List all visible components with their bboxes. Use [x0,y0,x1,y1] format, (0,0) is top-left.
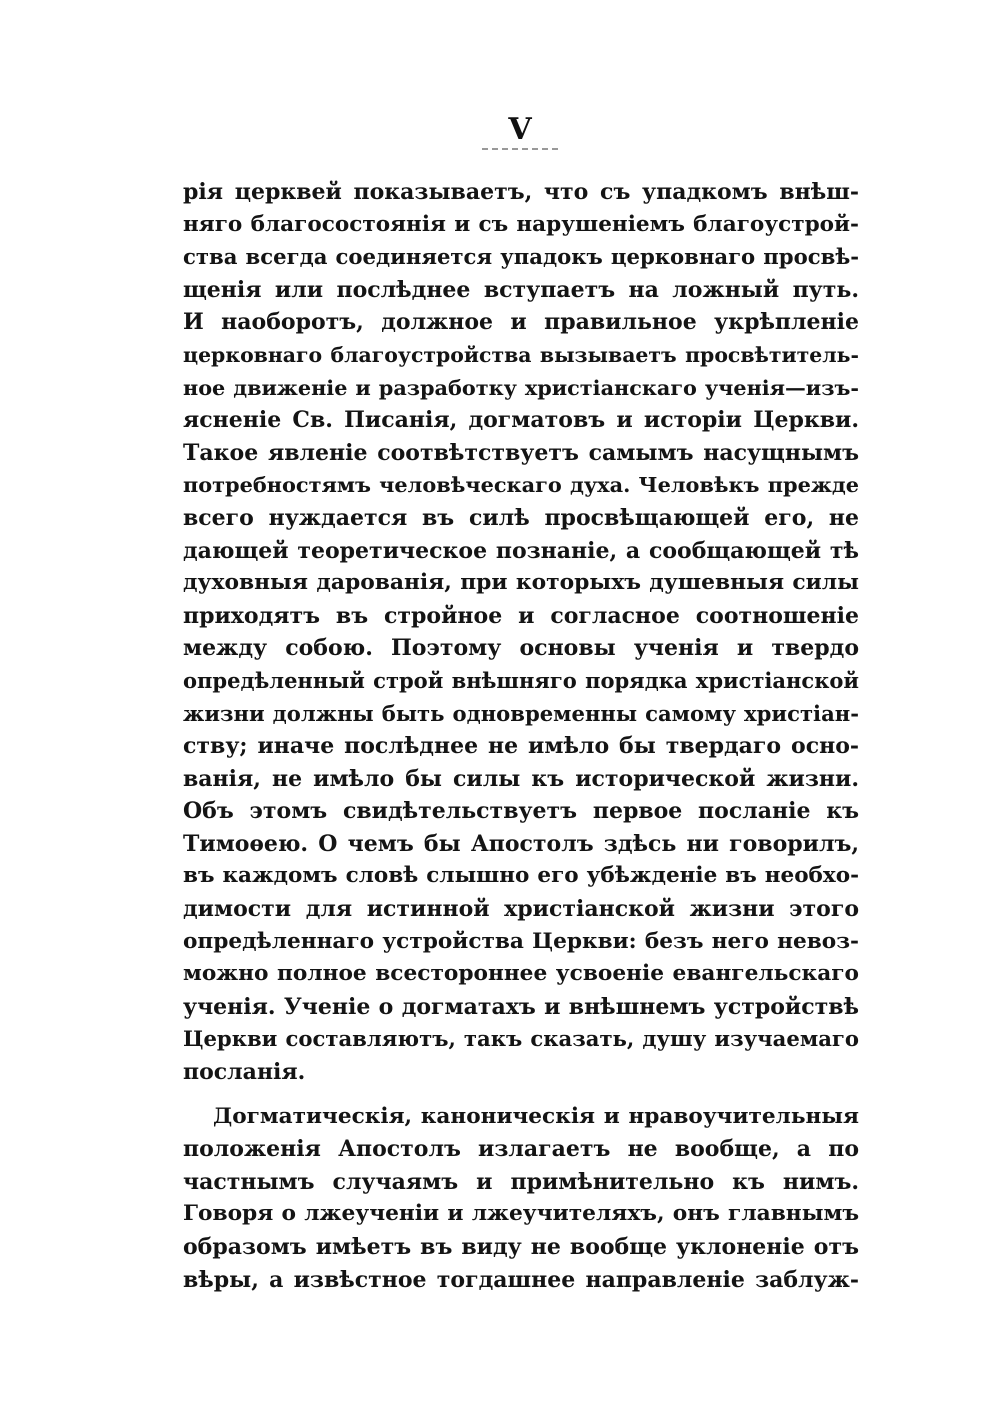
text-line: И наоборотъ, должное и правильное укрѣпленіе [183,309,859,336]
text-line: Догматическія, каноническія и нравоучительныя [213,1103,859,1129]
text-line: Тимоѳею. О чемъ бы Апостолъ здѣсь ни говорилъ, [183,830,859,857]
text-line: опредѣленный строй внѣшняго порядка христіанской [183,667,859,693]
text-line: Церкви составляютъ, такъ сказать, душу изучаемаго [183,1026,859,1052]
paragraph-gap [183,1089,859,1101]
text-line: можно полное всестороннее усвоеніе евангельскаго [183,961,859,987]
text-line: вѣры, а извѣстное тогдашнее направленіе заблуж- [183,1266,859,1293]
text-line: няго благосостоянія и съ нарушеніемъ благоустрой- [183,211,859,237]
text-line: частнымъ случаямъ и примѣнительно къ нимъ. [183,1168,859,1195]
text-line: церковнаго благоустройства вызываетъ просвѣтитель- [183,342,859,367]
body-text [183,176,859,1296]
text-line: положенія Апостолъ излагаетъ не вообще, а по [183,1136,859,1163]
text-line: духовныя дарованія, при которыхъ душевныя силы [183,570,859,596]
text-line: ства всегда соединяется упадокъ церковнаго просвѣ- [183,244,859,270]
text-line: всего нуждается въ силѣ просвѣщающей его, не [183,504,859,531]
text-line: посланія. [183,1059,306,1086]
text-line: ванія, не имѣло бы силы къ исторической жизни. [183,765,859,792]
paragraph-1 [183,176,859,1089]
page-number: V [508,112,532,147]
text-line: Объ этомъ свидѣтельствуетъ первое посланіе къ [183,798,859,825]
text-line: ное движеніе и разработку христіанскаго ученія—изъ- [183,374,859,400]
text-line: ству; иначе послѣднее не имѣло бы твердаго осно- [183,733,859,760]
text-line: приходятъ въ стройное и согласное соотношеніе [183,602,859,629]
text-line: образомъ имѣетъ въ виду не вообще уклоненіе отъ [183,1234,859,1260]
text-line: ясненіе Св. Писанія, догматовъ и исторіи Церкви. [183,407,859,434]
text-line: потребностямъ человѣческаго духа. Человѣкъ прежде [183,472,859,498]
page-header [470,112,570,162]
text-line: ученія. Ученіе о догматахъ и внѣшнемъ устройствѣ [183,993,859,1020]
text-line: между собою. Поэтому основы ученія и твердо [183,635,859,662]
text-line: Говоря о лжеученіи и лжеучителяхъ, онъ главнымъ [183,1201,859,1227]
text-line: опредѣленнаго устройства Церкви: безъ него невоз- [183,928,859,954]
paragraph-2 [183,1101,859,1297]
text-line: дающей теоретическое познаніе, а сообщающей тѣ [183,537,859,564]
text-line: щенія или послѣднее вступаетъ на ложный путь. [183,276,859,303]
text-line: жизни должны быть одновременны самому христіан- [183,700,859,726]
header-rule [482,148,558,150]
text-line: димости для истинной христіанской жизни этого [183,896,859,923]
text-line: въ каждомъ словѣ слышно его убѣжденіе въ необхо- [183,863,859,889]
text-line: рія церквей показываетъ, что съ упадкомъ внѣш- [183,179,859,205]
text-line: Такое явленіе соотвѣтствуетъ самымъ насущнымъ [183,439,859,466]
